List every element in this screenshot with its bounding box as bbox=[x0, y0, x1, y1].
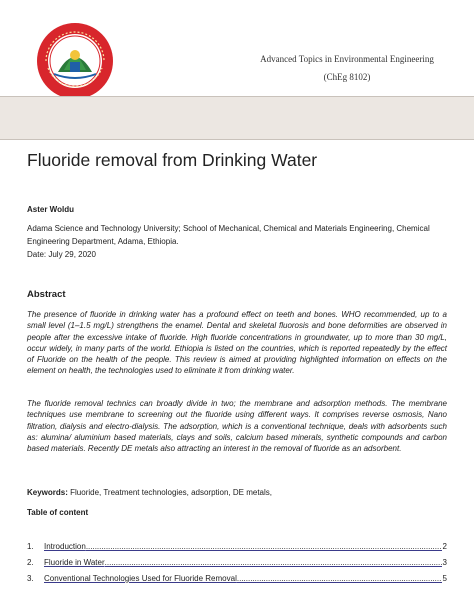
university-seal-logo bbox=[36, 22, 114, 100]
toc-leader-dots bbox=[105, 558, 442, 567]
toc-entry-page[interactable]: 3 bbox=[442, 558, 447, 567]
toc-leader-dots bbox=[86, 542, 442, 551]
header-band bbox=[0, 96, 474, 140]
table-of-contents bbox=[27, 542, 447, 590]
toc-entry-number: 1. bbox=[27, 542, 34, 551]
toc-entry-title[interactable]: Fluoride in Water bbox=[44, 558, 105, 567]
toc-entry-page[interactable]: 5 bbox=[442, 574, 447, 583]
author-affiliation: Adama Science and Technology University; School of Mechanical, Chemical and Materials Engineering, Chemical Engineering Department, Adama, Ethiopia. bbox=[27, 224, 430, 246]
toc-entry-title[interactable]: Conventional Technologies Used for Fluoride Removal bbox=[44, 574, 237, 583]
keywords-text: Fluoride, Treatment technologies, adsorption, DE metals, bbox=[67, 488, 273, 497]
paper-title: Fluoride removal from Drinking Water bbox=[27, 150, 318, 170]
toc-entry[interactable] bbox=[27, 542, 447, 558]
course-code: (ChEg 8102) bbox=[323, 72, 371, 82]
course-header bbox=[232, 54, 462, 90]
abstract-paragraph-2: The fluoride removal technics can broadly divide in two; the membrane and adsorption methods. The membrane techniques use membrane to screening out the fluoride using different ways. It comprises reverse osmosis, Nano filtration, dialysis and electro-dialysis. The adsorption, which is a conventional technique, deals with adsorbents such as: alumina/ aluminium based materials, clays and soils, calcium based minerals, synthetic compounds and carbon based materials. Recently DE metals also attracting an interest in the removal of fluoride as an adsorbent. bbox=[27, 399, 447, 454]
toc-leader-dots bbox=[237, 574, 442, 583]
author-name: Aster Woldu bbox=[27, 205, 74, 214]
keywords-line bbox=[27, 488, 272, 497]
toc-heading: Table of content bbox=[27, 508, 89, 517]
course-name: Advanced Topics in Environmental Engineering bbox=[260, 54, 434, 64]
toc-entry-page[interactable]: 2 bbox=[442, 542, 447, 551]
paper-date: Date: July 29, 2020 bbox=[27, 250, 96, 259]
toc-entry[interactable] bbox=[27, 574, 447, 590]
toc-entry[interactable] bbox=[27, 558, 447, 574]
toc-entry-number: 2. bbox=[27, 558, 34, 567]
toc-entry-title[interactable]: Introduction bbox=[44, 542, 86, 551]
keywords-label: Keywords: bbox=[27, 488, 68, 497]
abstract-heading: Abstract bbox=[27, 289, 66, 300]
abstract-paragraph-1: The presence of fluoride in drinking water has a profound effect on teeth and bones. WHO recommended, up to a small level (1–1.5 mg/L) strengthens the enamel. Dental and skeletal fluorosis and bone deformities are observed in people after the excessive intake of fluoride. High fluoride concentrations in groundwater, up to more than 30 mg/L, occur widely, in many parts of the world. Ethiopia is listed on the countries, which is reported repeatedly by the effect of Fluoride on the health of the people. This review is aimed at providing highlighted information on effects on the element on health, the technologies used to eliminate it from drinking water. bbox=[27, 310, 447, 376]
toc-entry-number: 3. bbox=[27, 574, 34, 583]
